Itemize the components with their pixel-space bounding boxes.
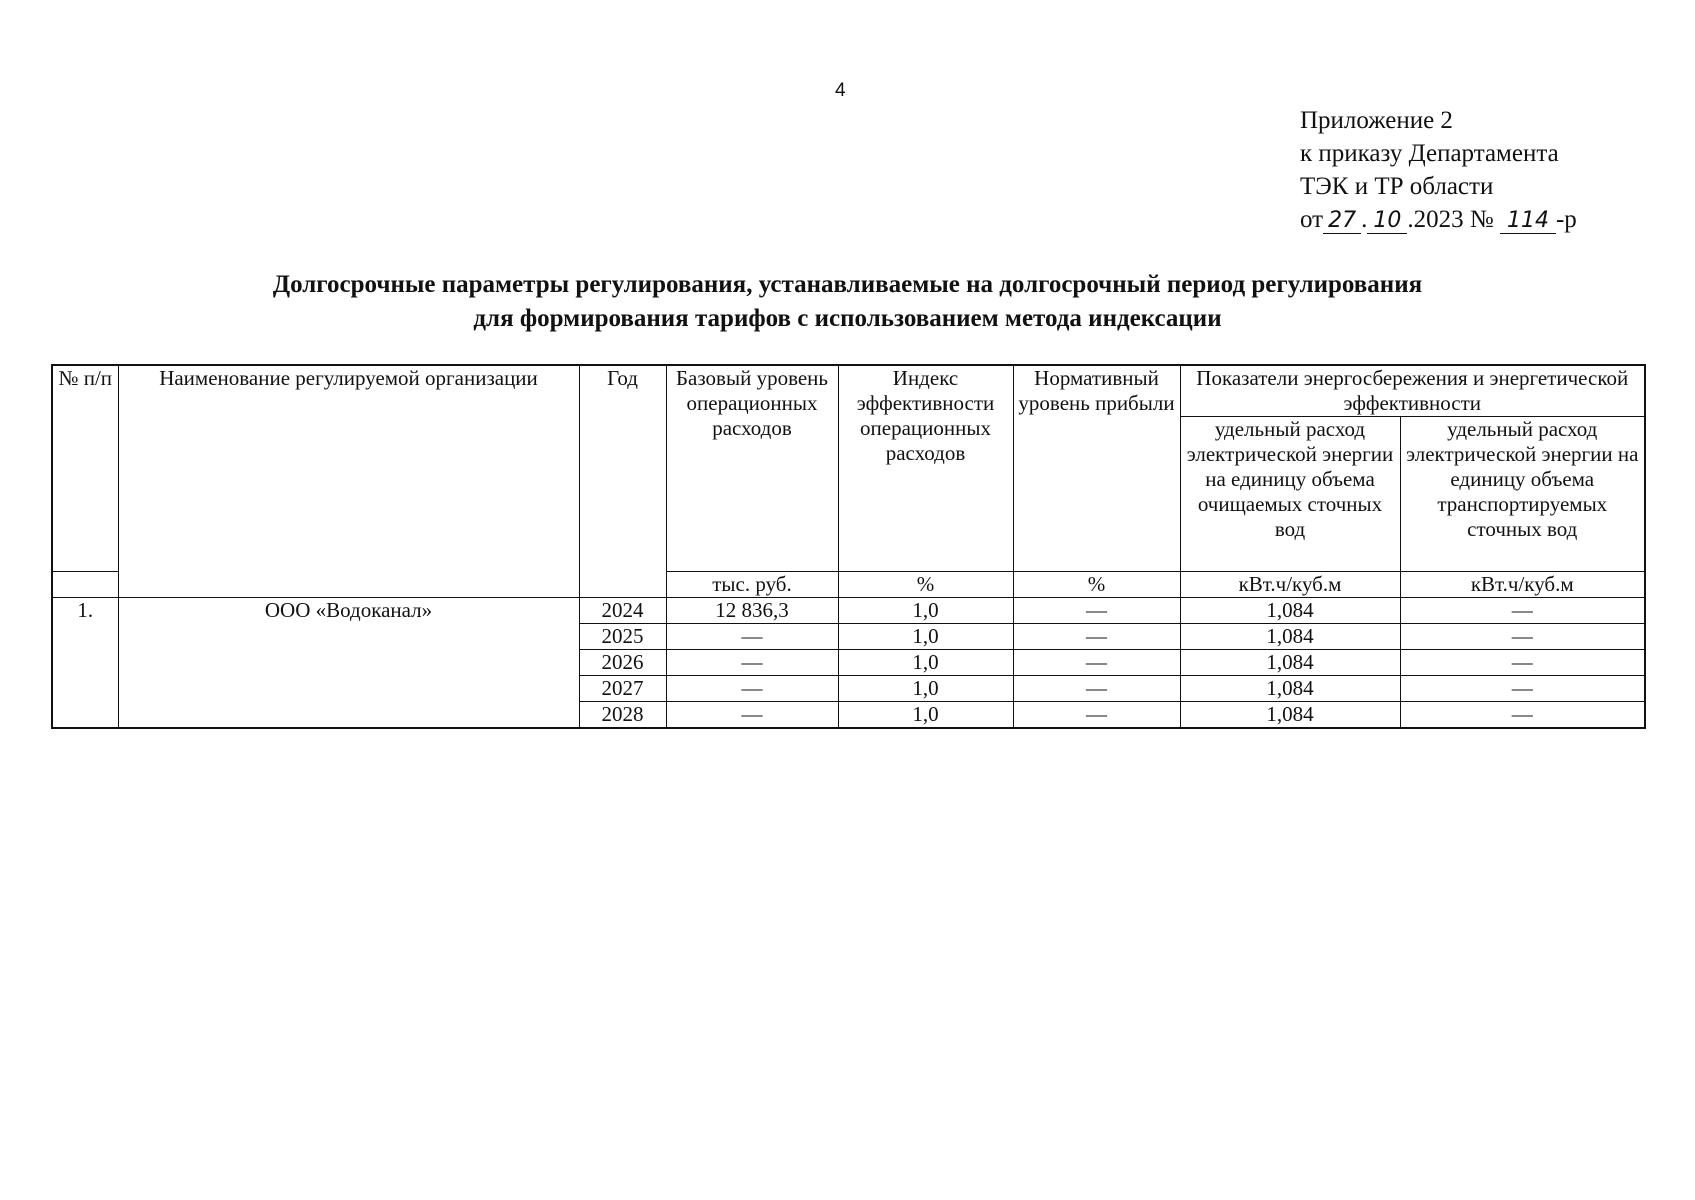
- handwritten-order-number: 114: [1500, 209, 1556, 234]
- cell-energy-transported: —: [1400, 598, 1645, 624]
- header-org: Наименование регулируемой организации: [118, 365, 579, 598]
- cell-year: 2027: [579, 676, 666, 702]
- title-line-2: для формирования тарифов с использованием метода индексации: [473, 305, 1222, 332]
- cell-energy-treated: 1,084: [1180, 702, 1400, 729]
- cell-energy-treated: 1,084: [1180, 624, 1400, 650]
- date-year: .2023 №: [1407, 206, 1494, 233]
- date-prefix: от: [1300, 206, 1324, 233]
- unit-energy-treated: кВт.ч/куб.м: [1180, 572, 1400, 598]
- cell-base-level: 12 836,3: [666, 598, 838, 624]
- date-dot: .: [1361, 206, 1368, 233]
- header-profit-level: Нормативный уровень прибыли: [1013, 365, 1180, 572]
- handwritten-month: 10: [1367, 209, 1407, 234]
- header-energy-group: Показатели энергосбережения и энергетической эффективности: [1180, 365, 1645, 417]
- cell-profit-level: —: [1013, 676, 1180, 702]
- header-efficiency-index: Индекс эффективности операционных расходов: [838, 365, 1013, 572]
- cell-year: 2025: [579, 624, 666, 650]
- appendix-order-date: [1300, 203, 1577, 236]
- cell-profit-level: —: [1013, 702, 1180, 729]
- cell-base-level: —: [666, 624, 838, 650]
- cell-profit-level: —: [1013, 650, 1180, 676]
- cell-efficiency-index: 1,0: [838, 702, 1013, 729]
- appendix-block: [1300, 104, 1577, 236]
- cell-year: 2028: [579, 702, 666, 729]
- cell-base-level: —: [666, 650, 838, 676]
- unit-profit-level: %: [1013, 572, 1180, 598]
- page-number: 4: [835, 80, 846, 101]
- cell-efficiency-index: 1,0: [838, 650, 1013, 676]
- parameters-table: [51, 364, 1646, 729]
- cell-efficiency-index: 1,0: [838, 598, 1013, 624]
- order-suffix: -р: [1555, 206, 1577, 233]
- cell-efficiency-index: 1,0: [838, 624, 1013, 650]
- cell-energy-treated: 1,084: [1180, 598, 1400, 624]
- handwritten-day: 27: [1323, 209, 1361, 234]
- cell-year: 2026: [579, 650, 666, 676]
- cell-base-level: —: [666, 676, 838, 702]
- unit-base-level: тыс. руб.: [666, 572, 838, 598]
- cell-energy-transported: —: [1400, 702, 1645, 729]
- cell-efficiency-index: 1,0: [838, 676, 1013, 702]
- title-line-1: Долгосрочные параметры регулирования, устанавливаемые на долгосрочный период регулирования: [272, 271, 1423, 298]
- header-num: № п/п: [52, 365, 118, 572]
- header-year: Год: [579, 365, 666, 598]
- org-name: ООО «Водоканал»: [118, 598, 579, 729]
- cell-energy-transported: —: [1400, 650, 1645, 676]
- document-title: [0, 268, 1695, 336]
- cell-energy-treated: 1,084: [1180, 650, 1400, 676]
- cell-profit-level: —: [1013, 624, 1180, 650]
- org-number: 1.: [52, 598, 118, 729]
- header-base-level: Базовый уровень операционных расходов: [666, 365, 838, 572]
- cell-energy-transported: —: [1400, 676, 1645, 702]
- cell-energy-treated: 1,084: [1180, 676, 1400, 702]
- cell-energy-transported: —: [1400, 624, 1645, 650]
- cell-year: 2024: [579, 598, 666, 624]
- cell-base-level: —: [666, 702, 838, 729]
- unit-num-empty: [52, 572, 118, 598]
- header-energy-treated: удельный расход электрической энергии на единицу объема очищаемых сточных вод: [1180, 417, 1400, 572]
- cell-profit-level: —: [1013, 598, 1180, 624]
- appendix-line-2: к приказу Департамента: [1300, 140, 1559, 167]
- unit-energy-transported: кВт.ч/куб.м: [1400, 572, 1645, 598]
- header-energy-transported: удельный расход электрической энергии на единицу объема транспортируемых сточных вод: [1400, 417, 1645, 572]
- table-row: [52, 598, 1645, 624]
- appendix-line-1: Приложение 2: [1300, 107, 1453, 134]
- appendix-line-3: ТЭК и ТР области: [1300, 173, 1494, 200]
- unit-efficiency-index: %: [838, 572, 1013, 598]
